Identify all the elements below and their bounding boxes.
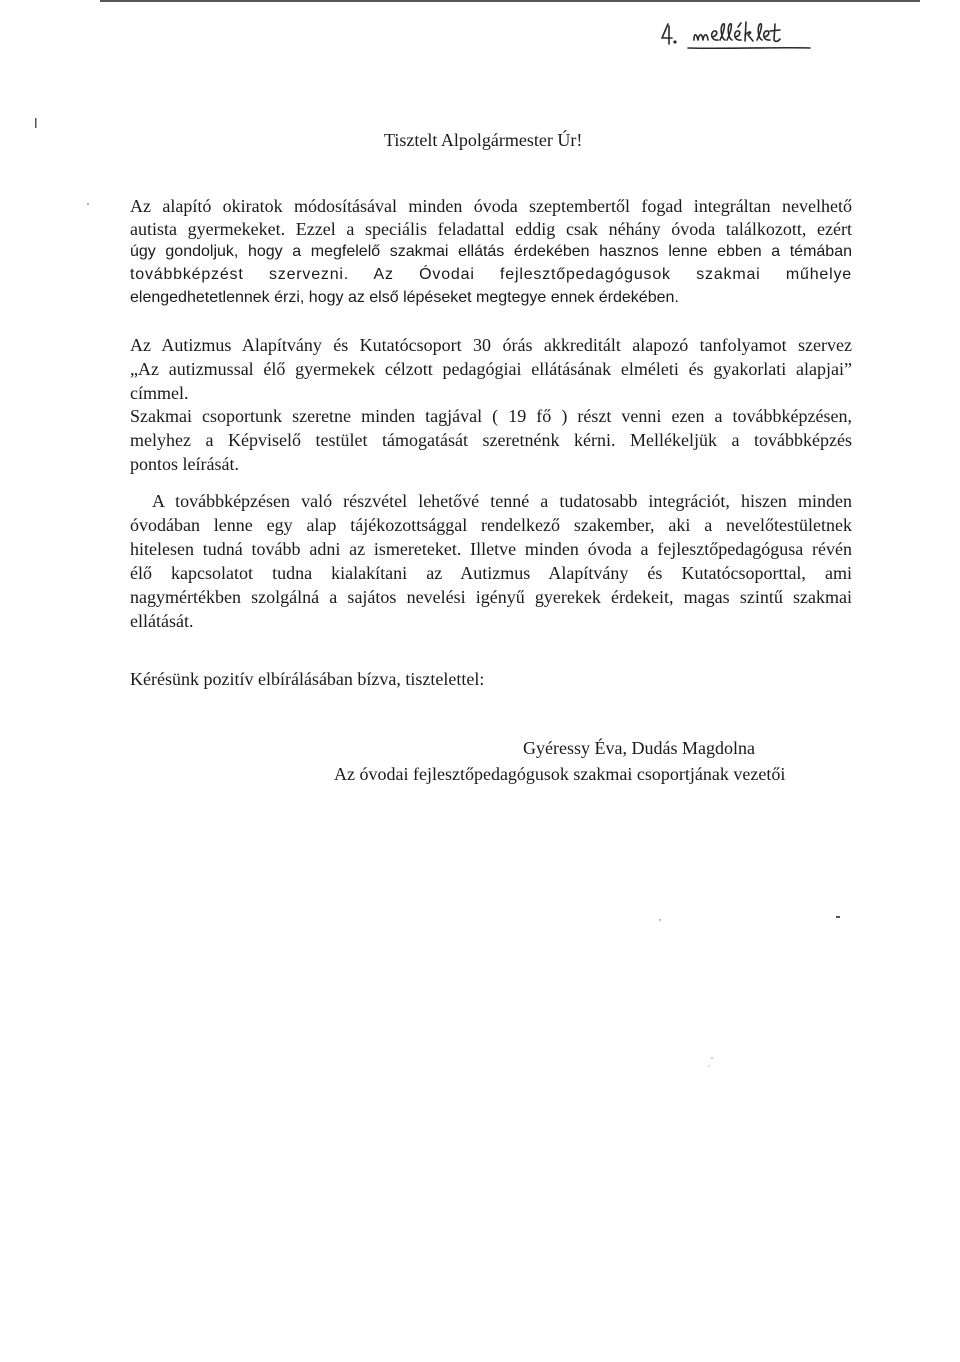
paragraph-line: nagymértékben szolgálná a sajátos nevelési igényű gyerekek érdekeit, magas szintű szakmai <box>130 587 852 607</box>
signatory-names: Gyéressy Éva, Dudás Magdolna <box>523 738 755 758</box>
paragraph-line: hitelesen tudná tovább adni az ismereteket. Illetve minden óvoda a fejlesztőpedagógusa révén <box>130 539 852 559</box>
paragraph-line: továbbképzést szervezni. Az Óvodai fejlesztőpedagógusok szakmai műhelye <box>130 266 852 283</box>
salutation: Tisztelt Alpolgármester Úr! <box>384 130 583 150</box>
paragraph-line: A továbbképzésen való részvétel lehetővé tenné a tudatosabb integrációt, hiszen minden <box>152 491 852 511</box>
paragraph-line: ellátását. <box>130 611 194 631</box>
paragraph-line: melyhez a Képviselő testület támogatását szeretnénk kérni. Mellékeljük a továbbképzés <box>130 430 852 450</box>
paragraph-line: úgy gondoljuk, hogy a megfelelő szakmai ellátás érdekében hasznos lenne ebben a témában <box>130 243 852 260</box>
handwritten-annotation <box>660 18 860 48</box>
paragraph-line: elengedhetetlennek érzi, hogy az első lépéseket megtegye ennek érdekében. <box>130 289 679 306</box>
paragraph-line: Az alapító okiratok módosításával minden óvoda szeptembertől fogad integráltan nevelhető <box>130 196 852 216</box>
paragraph-line: „Az autizmussal élő gyermekek célzott pedagógiai ellátásának elméleti és gyakorlati alapjai” <box>130 359 852 379</box>
paragraph-line: élő kapcsolatot tudna kialakítani az Autizmus Alapítvány és Kutatócsoporttal, ami <box>130 563 852 583</box>
paragraph-line: címmel. <box>130 383 189 403</box>
scan-edge-line <box>100 0 920 2</box>
paragraph-line: Az Autizmus Alapítvány és Kutatócsoport 30 órás akkreditált alapozó tanfolyamot szervez <box>130 335 852 355</box>
paragraph-line: pontos leírását. <box>130 454 239 474</box>
paragraph-line: óvodában lenne egy alap tájékozottsággal rendelkező szakember, aki a nevelőtestületnek <box>130 515 852 535</box>
paragraph-line: Szakmai csoportunk szeretne minden tagjával ( 19 fő ) részt venni ezen a továbbképzésen, <box>130 406 852 426</box>
paragraph-line: autista gyermekeket. Ezzel a speciális feladattal eddig csak néhány óvoda találkozott, ezért <box>130 219 852 239</box>
closing-line: Kérésünk pozitív elbírálásában bízva, tisztelettel: <box>130 669 485 689</box>
handwriting-mark <box>660 18 860 52</box>
signatory-role: Az óvodai fejlesztőpedagógusok szakmai csoportjának vezetői <box>334 764 786 784</box>
